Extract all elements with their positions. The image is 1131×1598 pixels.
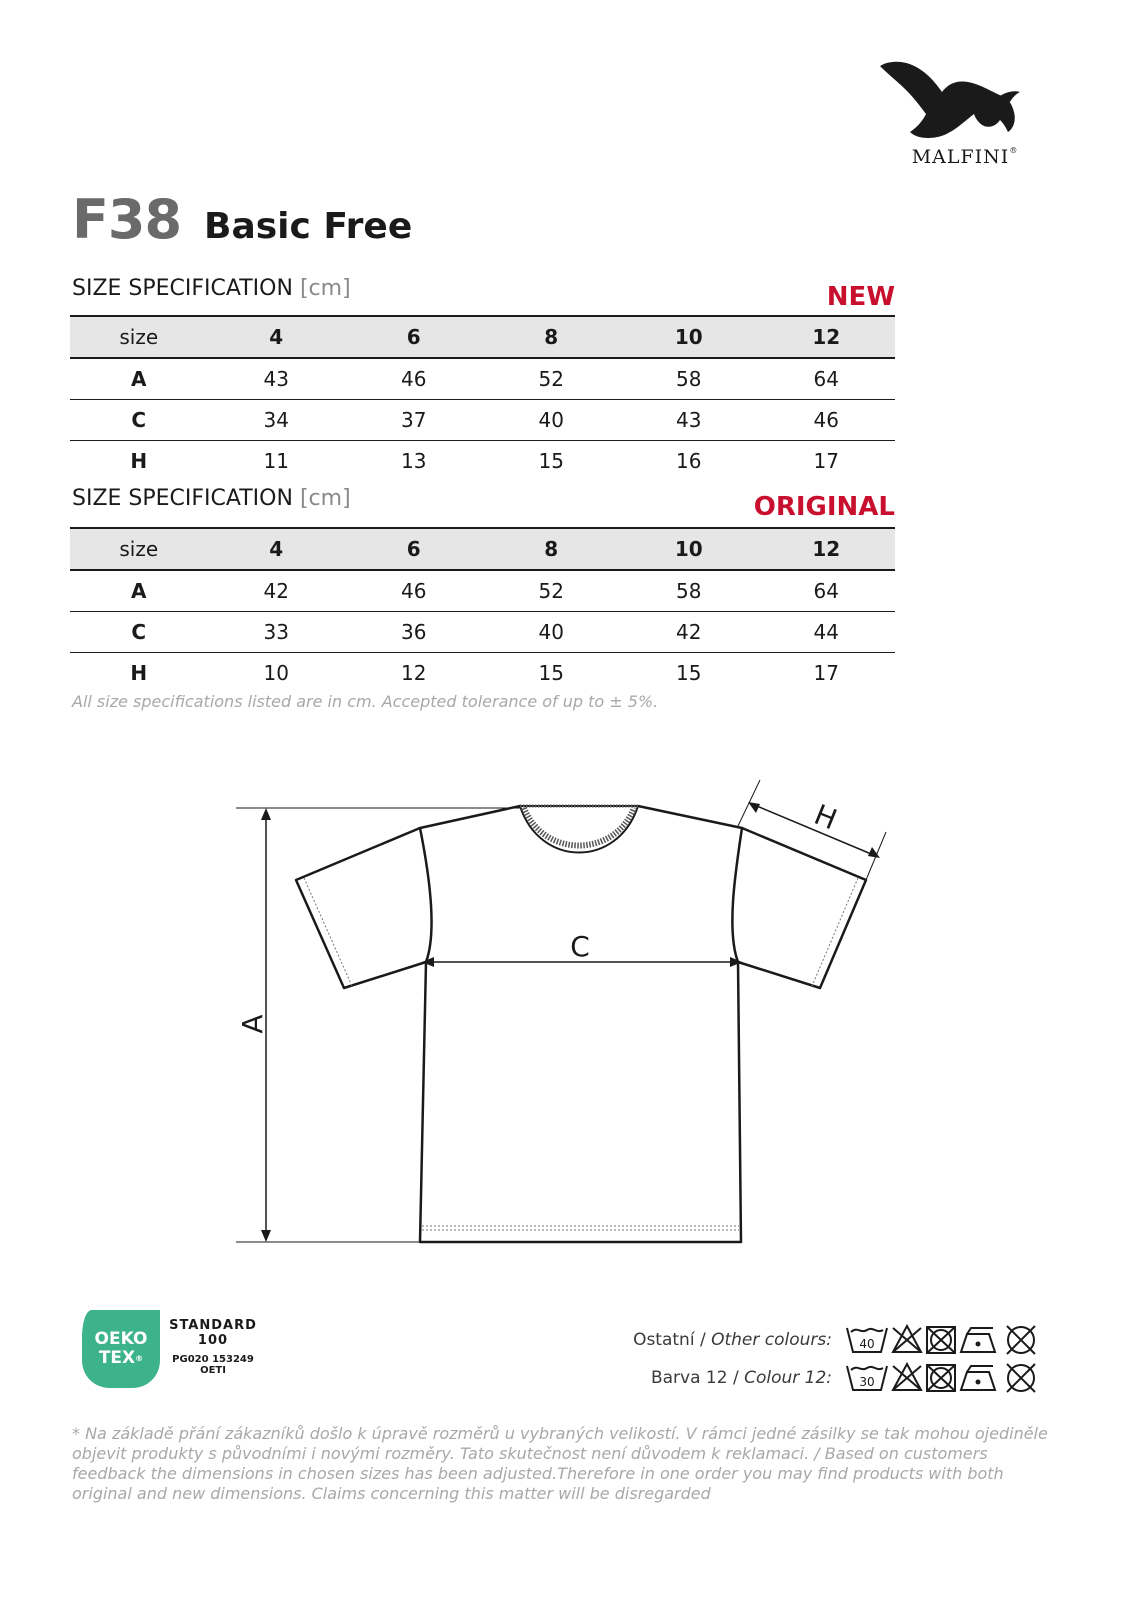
col-header: 6: [345, 528, 483, 570]
care-label-other: Ostatní / Other colours:: [633, 1330, 832, 1350]
tag-new: NEW: [826, 282, 895, 312]
iron-icon: [961, 1328, 995, 1352]
brand-logo: [880, 58, 1050, 178]
oeko-line2: TEX: [98, 1348, 136, 1368]
footnote: * Na základě přání zákazníků došlo k úpravě rozměrů u vybraných velikostí. V rámci jedné zásilky se tak mohou ojediněle objevit produkty s původními i novými rozměry. Tato skutečnost není důvodem k reklamaci. / Based on customers feedback the dimensions in chosen sizes has been adjusted.Therefore in one order you may find products with both original and new dimensions. Claims concerning this matter will be disregarded: [72, 1424, 1048, 1503]
table-cell: 37: [345, 400, 483, 441]
no-bleach-icon: [893, 1326, 921, 1352]
table-cell: 15: [538, 449, 564, 473]
table-row: [70, 400, 895, 441]
standard-block: [168, 1318, 258, 1376]
tag-original: ORIGINAL: [753, 492, 895, 522]
table-row: [70, 653, 895, 694]
col-header: 8: [483, 528, 621, 570]
no-tumble-dry-icon: [927, 1365, 955, 1391]
spec-heading-new: SIZE SPECIFICATION [cm]: [72, 276, 351, 301]
table-cell: 52: [483, 358, 621, 400]
eagle-logo-icon: [880, 58, 1030, 143]
col-header: 4: [208, 316, 346, 358]
table-cell: 44: [758, 612, 896, 653]
table-cell: 40: [483, 612, 621, 653]
dimension-label-a: A: [236, 1014, 269, 1034]
wash-icon: [847, 1328, 887, 1352]
col-header: 12: [758, 316, 896, 358]
col-header: 6: [345, 316, 483, 358]
col-header: 8: [483, 316, 621, 358]
row-label: A: [70, 358, 208, 400]
care-icons-colour12: [845, 1360, 1045, 1396]
tolerance-note: All size specifications listed are in cm. Accepted tolerance of up to ± 5%.: [72, 692, 659, 711]
wash-icon: [847, 1366, 887, 1390]
brand-name: MALFINI®: [911, 146, 1019, 168]
svg-text:40: 40: [859, 1337, 875, 1351]
no-bleach-icon: [893, 1364, 921, 1390]
row-label: A: [70, 570, 208, 612]
table-cell: 64: [758, 570, 896, 612]
svg-text:30: 30: [859, 1375, 875, 1389]
table-cell: 17: [813, 661, 839, 685]
tshirt-diagram: [230, 775, 910, 1255]
table-row: [70, 612, 895, 653]
table-cell: 12: [401, 661, 427, 685]
row-label: H: [130, 449, 148, 473]
table-cell: 40: [483, 400, 621, 441]
table-cell: 58: [620, 358, 758, 400]
table-cell: 15: [538, 661, 564, 685]
table-header-row: [70, 528, 895, 570]
size-table-original: [70, 527, 895, 693]
col-header: 10: [620, 528, 758, 570]
product-code: F38: [72, 188, 182, 251]
table-cell: 46: [345, 358, 483, 400]
table-cell: 16: [676, 449, 702, 473]
table-cell: 43: [620, 400, 758, 441]
dimension-label-h: H: [809, 797, 842, 837]
product-name: Basic Free: [204, 206, 413, 247]
oeko-line1: OEKO: [94, 1329, 148, 1349]
row-label: C: [70, 400, 208, 441]
table-row: [70, 570, 895, 612]
table-cell: 34: [208, 400, 346, 441]
table-cell: 52: [483, 570, 621, 612]
table-cell: 15: [676, 661, 702, 685]
table-cell: 10: [263, 661, 289, 685]
row-label: H: [130, 661, 148, 685]
table-cell: 58: [620, 570, 758, 612]
certificate-code: PG020 153249: [172, 1354, 254, 1365]
table-header-row: [70, 316, 895, 358]
standard-number: 100: [197, 1333, 229, 1348]
care-icons-other: [845, 1322, 1045, 1358]
table-row: [70, 358, 895, 400]
spec-heading-original: SIZE SPECIFICATION [cm]: [72, 486, 351, 511]
no-tumble-dry-icon: [927, 1327, 955, 1353]
no-dry-clean-icon: [1007, 1326, 1035, 1354]
oeko-tex-badge: [82, 1310, 160, 1388]
table-cell: 36: [345, 612, 483, 653]
col-header: size: [70, 528, 208, 570]
table-cell: 11: [263, 449, 289, 473]
standard-label: STANDARD: [169, 1318, 257, 1333]
table-cell: 42: [208, 570, 346, 612]
iron-icon: [961, 1366, 995, 1390]
col-header: 4: [208, 528, 346, 570]
table-cell: 17: [813, 449, 839, 473]
row-label: C: [70, 612, 208, 653]
col-header: 10: [620, 316, 758, 358]
table-cell: 33: [208, 612, 346, 653]
table-cell: 13: [401, 449, 427, 473]
table-cell: 46: [345, 570, 483, 612]
table-row: [70, 441, 895, 482]
col-header: size: [70, 316, 208, 358]
institute: OETI: [200, 1365, 226, 1376]
table-cell: 46: [758, 400, 896, 441]
table-cell: 64: [758, 358, 896, 400]
table-cell: 43: [208, 358, 346, 400]
table-cell: 42: [620, 612, 758, 653]
care-label-colour12: Barva 12 / Colour 12:: [650, 1368, 832, 1388]
col-header: 12: [758, 528, 896, 570]
oeko-reg: ®: [135, 1354, 144, 1363]
no-dry-clean-icon: [1007, 1364, 1035, 1392]
size-table-new: [70, 315, 895, 481]
dimension-label-c: C: [570, 930, 590, 963]
